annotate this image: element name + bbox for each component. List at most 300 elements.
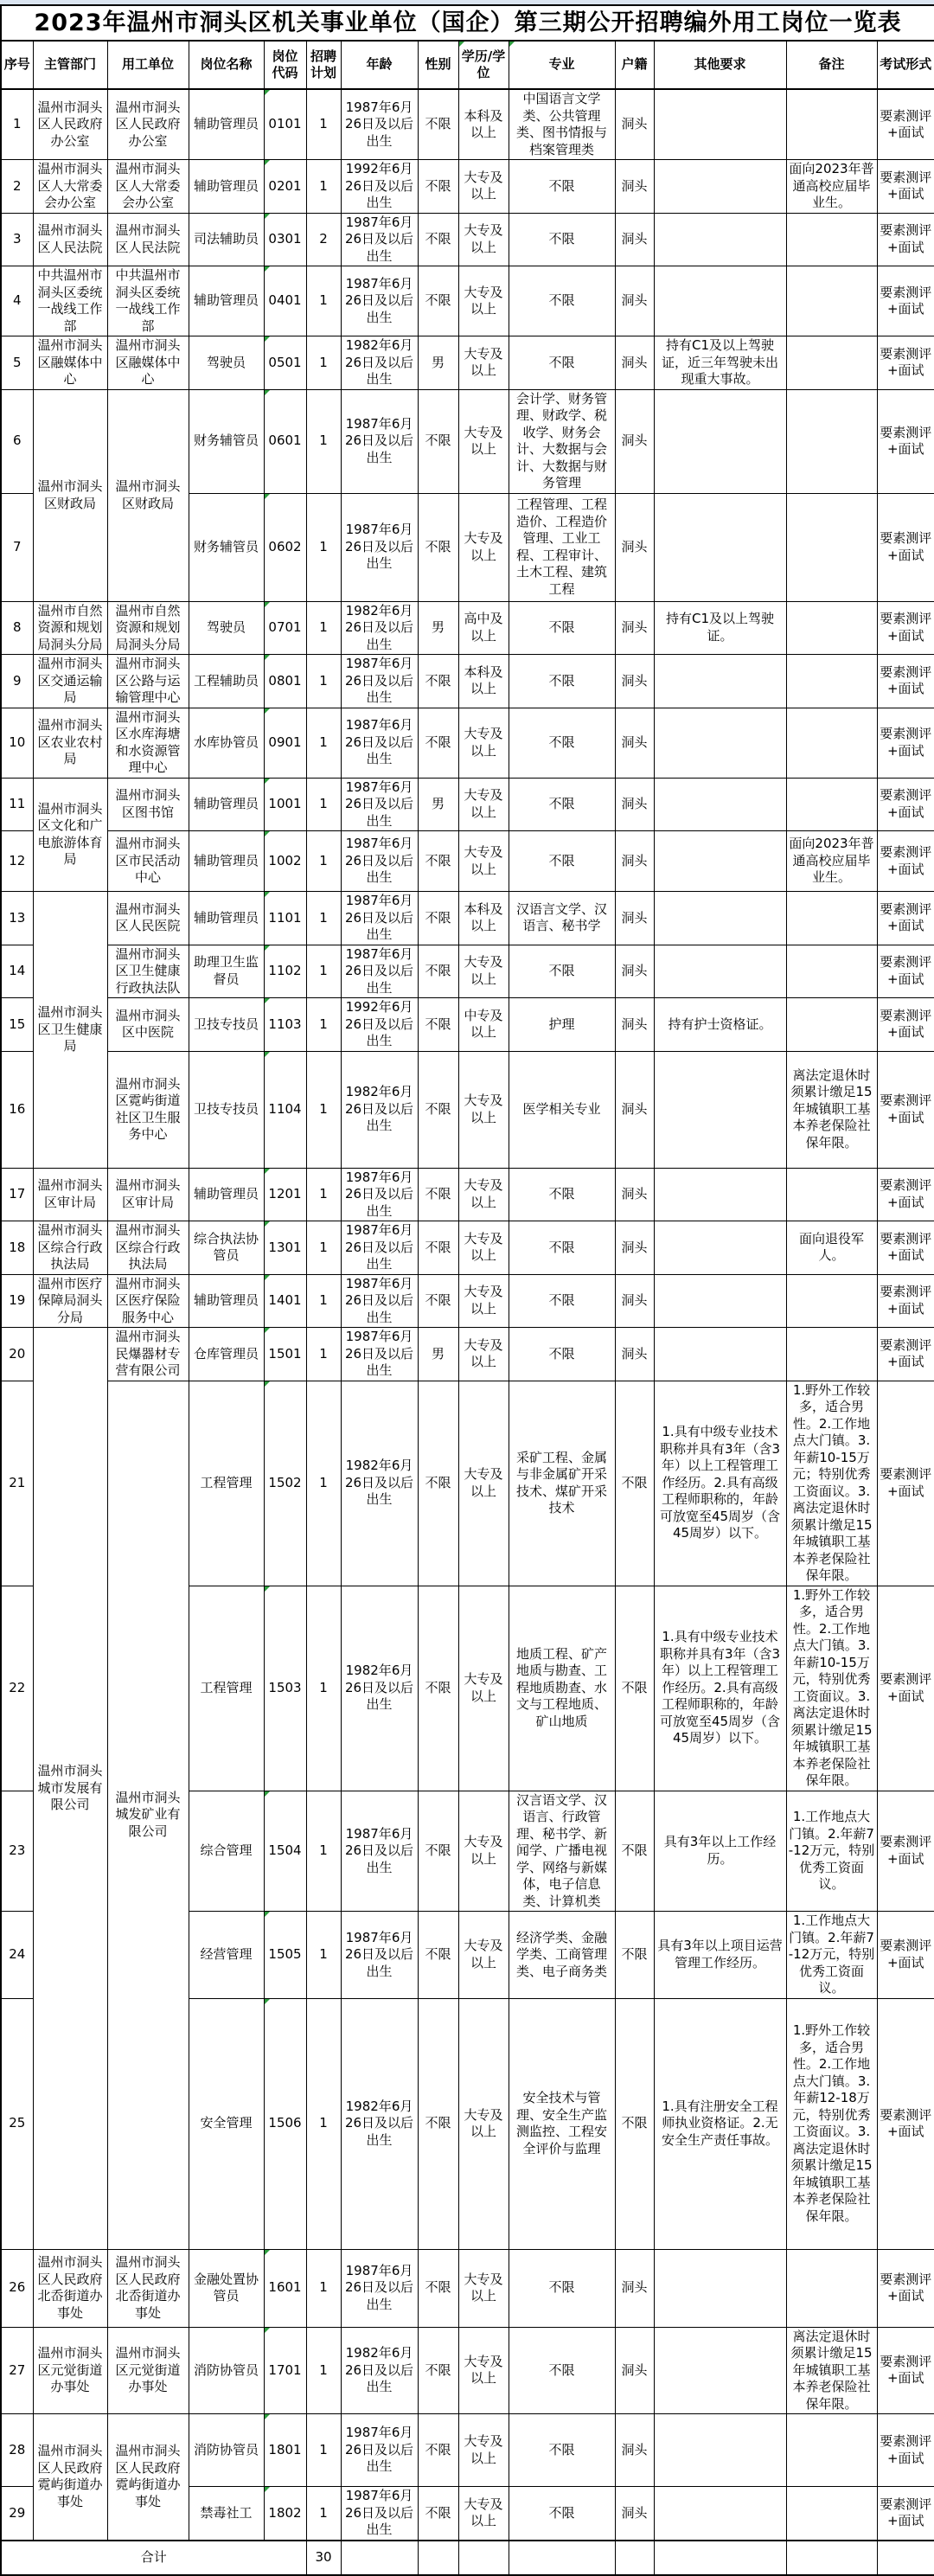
cell-major: 不限 [509, 655, 615, 708]
table-row [1, 945, 934, 998]
cell-other-requirements [654, 945, 786, 998]
cell-seq: 13 [1, 892, 33, 945]
cell-employer: 温州市洞头区元觉街道办事处 [107, 2327, 189, 2414]
cell-department: 温州市洞头区审计局 [33, 1168, 107, 1221]
cell-other-requirements [654, 1221, 786, 1275]
cell-gender: 男 [418, 1328, 458, 1381]
cell-education: 大专及以上 [458, 1051, 509, 1168]
cell-seq: 6 [1, 389, 33, 493]
cell-gender: 不限 [418, 1168, 458, 1221]
cell-hukou: 洞头 [615, 1274, 654, 1328]
cell-position-name: 驾驶员 [189, 336, 264, 390]
cell-other-requirements [654, 2414, 786, 2487]
cell-gender: 不限 [418, 1998, 458, 2249]
cell-remark [786, 2487, 877, 2541]
cell-hukou: 洞头 [615, 160, 654, 214]
table-row [1, 1168, 934, 1221]
cell-position-code: 0201 [264, 160, 306, 214]
cell-other-requirements [654, 778, 786, 831]
cell-exam-format: 要素测评+面试 [877, 1912, 934, 1999]
cell-gender: 不限 [418, 389, 458, 493]
cell-exam-format: 要素测评+面试 [877, 1274, 934, 1328]
cell-department: 温州市洞头区人民法院 [33, 213, 107, 266]
cell-age-requirement: 1982年6月26日及以后出生 [341, 2327, 418, 2414]
column-header: 用工单位 [107, 41, 189, 89]
cell-hukou: 不限 [615, 1586, 654, 1791]
cell-department: 温州市医疗保障局洞头分局 [33, 1274, 107, 1328]
cell-employer: 温州市洞头区人民医院 [107, 892, 189, 945]
cell-recruit-count: 1 [306, 1051, 341, 1168]
cell-major: 中国语言文学类、公共管理类、图书情报与档案管理类 [509, 89, 615, 160]
cell-exam-format: 要素测评+面试 [877, 160, 934, 214]
cell-exam-format: 要素测评+面试 [877, 1221, 934, 1275]
cell-position-name: 仓库管理员 [189, 1328, 264, 1381]
cell-exam-format: 要素测评+面试 [877, 998, 934, 1052]
cell-remark: 离法定退休时须累计缴足15年城镇职工基本养老保险社保年限。 [786, 1051, 877, 1168]
cell-major: 经济学类、金融学类、工商管理类、电子商务类 [509, 1912, 615, 1999]
cell-education: 大专及以上 [458, 1274, 509, 1328]
cell-seq: 5 [1, 336, 33, 390]
table-row [1, 213, 934, 266]
cell-major: 不限 [509, 945, 615, 998]
cell-gender: 不限 [418, 655, 458, 708]
cell-major: 不限 [509, 1274, 615, 1328]
cell-exam-format: 要素测评+面试 [877, 89, 934, 160]
cell-employer: 温州市洞头区人民法院 [107, 213, 189, 266]
cell-employer: 温州市洞头区人民政府办公室 [107, 89, 189, 160]
cell-age-requirement: 1987年6月26日及以后出生 [341, 778, 418, 831]
table-body [1, 89, 934, 2541]
cell-major: 不限 [509, 2414, 615, 2487]
cell-education: 大专及以上 [458, 2414, 509, 2487]
column-header: 岗位名称 [189, 41, 264, 89]
cell-remark: 1.工作地点大门镇。2.年薪7-12万元，特别优秀工资面议。 [786, 1791, 877, 1912]
cell-education: 大专及以上 [458, 778, 509, 831]
column-header: 年龄 [341, 41, 418, 89]
cell-seq: 28 [1, 2414, 33, 2487]
cell-seq: 15 [1, 998, 33, 1052]
cell-exam-format: 要素测评+面试 [877, 336, 934, 390]
cell-education: 大专及以上 [458, 831, 509, 892]
cell-gender: 不限 [418, 831, 458, 892]
empty-cell [418, 2541, 458, 2575]
cell-age-requirement: 1987年6月26日及以后出生 [341, 266, 418, 336]
cell-hukou: 洞头 [615, 998, 654, 1052]
cell-hukou: 洞头 [615, 1168, 654, 1221]
cell-hukou: 洞头 [615, 1051, 654, 1168]
cell-remark [786, 655, 877, 708]
empty-cell [654, 2541, 786, 2575]
cell-employer: 温州市洞头区人民政府霓屿街道办事处 [107, 2414, 189, 2541]
cell-age-requirement: 1987年6月26日及以后出生 [341, 1168, 418, 1221]
cell-recruit-count: 1 [306, 266, 341, 336]
cell-position-code: 1101 [264, 892, 306, 945]
cell-education: 大专及以上 [458, 2487, 509, 2541]
cell-position-code: 1701 [264, 2327, 306, 2414]
table-row [1, 266, 934, 336]
cell-other-requirements [654, 655, 786, 708]
cell-age-requirement: 1982年6月26日及以后出生 [341, 601, 418, 655]
cell-recruit-count: 1 [306, 1274, 341, 1328]
cell-education: 大专及以上 [458, 160, 509, 214]
cell-position-name: 水库协管员 [189, 708, 264, 778]
cell-exam-format: 要素测评+面试 [877, 2487, 934, 2541]
cell-age-requirement: 1987年6月26日及以后出生 [341, 708, 418, 778]
table-row [1, 655, 934, 708]
cell-gender: 不限 [418, 945, 458, 998]
cell-age-requirement: 1987年6月26日及以后出生 [341, 831, 418, 892]
cell-gender: 不限 [418, 708, 458, 778]
cell-position-name: 经营管理 [189, 1912, 264, 1999]
cell-hukou: 洞头 [615, 831, 654, 892]
cell-education: 大专及以上 [458, 336, 509, 390]
cell-exam-format: 要素测评+面试 [877, 1381, 934, 1586]
cell-other-requirements [654, 266, 786, 336]
cell-hukou: 洞头 [615, 655, 654, 708]
cell-recruit-count: 1 [306, 892, 341, 945]
cell-remark: 离法定退休时须累计缴足15年城镇职工基本养老保险社保年限。 [786, 2327, 877, 2414]
cell-exam-format: 要素测评+面试 [877, 655, 934, 708]
cell-position-code: 1102 [264, 945, 306, 998]
cell-age-requirement: 1982年6月26日及以后出生 [341, 1381, 418, 1586]
cell-employer: 温州市洞头区市民活动中心 [107, 831, 189, 892]
cell-position-name: 财务辅管员 [189, 389, 264, 493]
cell-recruit-count: 1 [306, 1168, 341, 1221]
cell-position-code: 1501 [264, 1328, 306, 1381]
column-header: 专业 [509, 41, 615, 89]
cell-employer: 温州市洞头区公路与运输管理中心 [107, 655, 189, 708]
cell-position-name: 辅助管理员 [189, 892, 264, 945]
total-count: 30 [306, 2541, 341, 2575]
cell-education: 高中及以上 [458, 601, 509, 655]
cell-age-requirement: 1987年6月26日及以后出生 [341, 945, 418, 998]
cell-department: 温州市洞头城市发展有限公司 [33, 1328, 107, 2250]
cell-remark: 1.野外工作较多，适合男性。2.工作地点大门镇。3.年薪12-18万元，特别优秀工资面议。3.离法定退休时须累计缴足15年城镇职工基本养老保险社保年限。 [786, 1998, 877, 2249]
cell-recruit-count: 1 [306, 493, 341, 601]
cell-age-requirement: 1987年6月26日及以后出生 [341, 493, 418, 601]
cell-major: 医学相关专业 [509, 1051, 615, 1168]
cell-exam-format: 要素测评+面试 [877, 1168, 934, 1221]
cell-employer: 温州市洞头城发矿业有限公司 [107, 1381, 189, 2249]
cell-employer: 温州市洞头区医疗保险服务中心 [107, 1274, 189, 1328]
cell-education: 大专及以上 [458, 1791, 509, 1912]
cell-remark: 面向退役军人。 [786, 1221, 877, 1275]
cell-position-code: 1506 [264, 1998, 306, 2249]
cell-department: 温州市洞头区人民政府北岙街道办事处 [33, 2249, 107, 2327]
job-list-table [0, 4, 934, 2576]
cell-age-requirement: 1982年6月26日及以后出生 [341, 1051, 418, 1168]
table-row [1, 778, 934, 831]
cell-remark: 1.野外工作较多，适合男性。2.工作地点大门镇。3.年薪10-15万元，特别优秀工资面议。3.离法定退休时须累计缴足15年城镇职工基本养老保险社保年限。 [786, 1586, 877, 1791]
cell-exam-format: 要素测评+面试 [877, 213, 934, 266]
cell-seq: 25 [1, 1998, 33, 2249]
cell-position-name: 禁毒社工 [189, 2487, 264, 2541]
cell-other-requirements: 1.具有中级专业技术职称并具有3年（含3年）以上工程管理工作经历。2.具有高级工程师职称的，年龄可放宽至45周岁（含45周岁）以下。 [654, 1586, 786, 1791]
cell-gender: 男 [418, 601, 458, 655]
cell-recruit-count: 1 [306, 160, 341, 214]
cell-major: 汉言语文学、汉语言、行政管理、秘书学、新闻学、广播电视学、网络与新媒体，电子信息类、计算机类 [509, 1791, 615, 1912]
cell-exam-format: 要素测评+面试 [877, 2414, 934, 2487]
cell-seq: 19 [1, 1274, 33, 1328]
cell-hukou: 洞头 [615, 2487, 654, 2541]
table-row [1, 601, 934, 655]
cell-employer: 温州市洞头民爆器材专营有限公司 [107, 1328, 189, 1381]
table-foot [1, 2541, 934, 2575]
cell-gender: 不限 [418, 1274, 458, 1328]
table-row [1, 1274, 934, 1328]
cell-remark [786, 2414, 877, 2487]
cell-employer: 温州市洞头区财政局 [107, 389, 189, 601]
table-row [1, 1221, 934, 1275]
cell-seq: 14 [1, 945, 33, 998]
cell-remark [786, 336, 877, 390]
cell-recruit-count: 1 [306, 2487, 341, 2541]
cell-major: 不限 [509, 213, 615, 266]
cell-employer: 温州市洞头区人大常委会办公室 [107, 160, 189, 214]
column-header: 招聘计划 [306, 41, 341, 89]
column-header: 户籍 [615, 41, 654, 89]
cell-gender: 不限 [418, 892, 458, 945]
cell-exam-format: 要素测评+面试 [877, 1328, 934, 1381]
cell-position-name: 工程辅助员 [189, 655, 264, 708]
cell-department: 温州市洞头区农业农村局 [33, 708, 107, 778]
cell-recruit-count: 1 [306, 2414, 341, 2487]
cell-employer: 温州市洞头区卫生健康行政执法队 [107, 945, 189, 998]
cell-gender: 不限 [418, 1912, 458, 1999]
cell-recruit-count: 1 [306, 336, 341, 390]
cell-recruit-count: 1 [306, 1221, 341, 1275]
cell-exam-format: 要素测评+面试 [877, 892, 934, 945]
cell-age-requirement: 1987年6月26日及以后出生 [341, 2487, 418, 2541]
table-row [1, 389, 934, 493]
cell-remark: 面向2023年普通高校应届毕业生。 [786, 831, 877, 892]
cell-remark [786, 89, 877, 160]
cell-position-name: 辅助管理员 [189, 266, 264, 336]
cell-seq: 3 [1, 213, 33, 266]
cell-major: 不限 [509, 1328, 615, 1381]
cell-position-code: 1802 [264, 2487, 306, 2541]
cell-department: 温州市洞头区元觉街道办事处 [33, 2327, 107, 2414]
cell-department: 温州市洞头区财政局 [33, 389, 107, 601]
cell-other-requirements [654, 89, 786, 160]
cell-position-code: 0701 [264, 601, 306, 655]
cell-education: 大专及以上 [458, 1168, 509, 1221]
cell-age-requirement: 1987年6月26日及以后出生 [341, 389, 418, 493]
cell-remark [786, 892, 877, 945]
cell-seq: 1 [1, 89, 33, 160]
column-header: 序号 [1, 41, 33, 89]
cell-gender: 不限 [418, 2249, 458, 2327]
cell-education: 本科及以上 [458, 892, 509, 945]
cell-other-requirements [654, 213, 786, 266]
cell-other-requirements: 1.具有中级专业技术职称并具有3年（含3年）以上工程管理工作经历。2.具有高级工程师职称的，年龄可放宽至45周岁（含45周岁）以下。 [654, 1381, 786, 1586]
table-row [1, 998, 934, 1052]
cell-position-code: 1401 [264, 1274, 306, 1328]
cell-major: 不限 [509, 831, 615, 892]
cell-exam-format: 要素测评+面试 [877, 945, 934, 998]
cell-hukou: 洞头 [615, 493, 654, 601]
cell-major: 会计学、财务管理、财政学、税收学、财务会计、大数据与会计、大数据与财务管理 [509, 389, 615, 493]
cell-hukou: 洞头 [615, 89, 654, 160]
cell-position-name: 安全管理 [189, 1998, 264, 2249]
cell-gender: 不限 [418, 1791, 458, 1912]
cell-recruit-count: 1 [306, 89, 341, 160]
cell-position-code: 0401 [264, 266, 306, 336]
cell-age-requirement: 1982年6月26日及以后出生 [341, 1586, 418, 1791]
cell-remark [786, 1168, 877, 1221]
cell-position-name: 辅助管理员 [189, 1168, 264, 1221]
cell-seq: 9 [1, 655, 33, 708]
cell-age-requirement: 1987年6月26日及以后出生 [341, 655, 418, 708]
cell-remark [786, 389, 877, 493]
cell-position-name: 司法辅助员 [189, 213, 264, 266]
cell-recruit-count: 1 [306, 1791, 341, 1912]
cell-employer: 温州市洞头区霓屿街道社区卫生服务中心 [107, 1051, 189, 1168]
cell-hukou: 不限 [615, 1791, 654, 1912]
cell-recruit-count: 1 [306, 2249, 341, 2327]
cell-age-requirement: 1992年6月26日及以后出生 [341, 160, 418, 214]
cell-hukou: 洞头 [615, 336, 654, 390]
cell-recruit-count: 1 [306, 1912, 341, 1999]
cell-education: 大专及以上 [458, 1381, 509, 1586]
cell-recruit-count: 1 [306, 708, 341, 778]
column-header: 备注 [786, 41, 877, 89]
table-row [1, 1051, 934, 1168]
cell-recruit-count: 1 [306, 1328, 341, 1381]
cell-seq: 22 [1, 1586, 33, 1791]
cell-other-requirements: 持有C1及以上驾驶证，近三年驾驶未出现重大事故。 [654, 336, 786, 390]
cell-seq: 24 [1, 1912, 33, 1999]
cell-major: 不限 [509, 1221, 615, 1275]
cell-age-requirement: 1982年6月26日及以后出生 [341, 336, 418, 390]
cell-exam-format: 要素测评+面试 [877, 1586, 934, 1791]
cell-other-requirements [654, 160, 786, 214]
cell-major: 不限 [509, 2327, 615, 2414]
cell-position-name: 辅助管理员 [189, 831, 264, 892]
cell-hukou: 洞头 [615, 1328, 654, 1381]
cell-education: 大专及以上 [458, 1998, 509, 2249]
table-row [1, 892, 934, 945]
cell-employer: 温州市洞头区人民政府北岙街道办事处 [107, 2249, 189, 2327]
cell-department: 温州市洞头区融媒体中心 [33, 336, 107, 390]
cell-gender: 不限 [418, 1586, 458, 1791]
cell-other-requirements [654, 389, 786, 493]
cell-seq: 20 [1, 1328, 33, 1381]
cell-exam-format: 要素测评+面试 [877, 831, 934, 892]
cell-major: 不限 [509, 2487, 615, 2541]
cell-major: 不限 [509, 2249, 615, 2327]
cell-education: 大专及以上 [458, 1221, 509, 1275]
cell-major: 不限 [509, 336, 615, 390]
cell-position-name: 消防协管员 [189, 2327, 264, 2414]
cell-remark [786, 1328, 877, 1381]
cell-remark [786, 266, 877, 336]
empty-cell [341, 2541, 418, 2575]
cell-exam-format: 要素测评+面试 [877, 601, 934, 655]
cell-education: 大专及以上 [458, 1912, 509, 1999]
cell-position-name: 卫技专技员 [189, 998, 264, 1052]
cell-remark: 1.工作地点大门镇。2.年薪7-12万元，特别优秀工资面议。 [786, 1912, 877, 1999]
cell-other-requirements: 持有护士资格证。 [654, 998, 786, 1052]
cell-age-requirement: 1987年6月26日及以后出生 [341, 1791, 418, 1912]
cell-education: 大专及以上 [458, 1328, 509, 1381]
cell-gender: 不限 [418, 2414, 458, 2487]
cell-position-code: 0801 [264, 655, 306, 708]
cell-age-requirement: 1987年6月26日及以后出生 [341, 2249, 418, 2327]
cell-remark [786, 1274, 877, 1328]
cell-position-name: 卫技专技员 [189, 1051, 264, 1168]
table-row [1, 2327, 934, 2414]
cell-employer: 温州市洞头区融媒体中心 [107, 336, 189, 390]
cell-position-code: 1505 [264, 1912, 306, 1999]
cell-seq: 23 [1, 1791, 33, 1912]
table-row [1, 336, 934, 390]
page-title: 2023年温州市洞头区机关事业单位（国企）第三期公开招聘编外用工岗位一览表 [1, 5, 934, 41]
cell-gender: 不限 [418, 160, 458, 214]
cell-department: 温州市洞头区交通运输局 [33, 655, 107, 708]
cell-major: 工程管理、工程造价、工程造价管理、工业工程、工程审计、土木工程、建筑工程 [509, 493, 615, 601]
cell-position-code: 0301 [264, 213, 306, 266]
cell-position-name: 综合管理 [189, 1791, 264, 1912]
cell-position-name: 财务辅管员 [189, 493, 264, 601]
cell-seq: 16 [1, 1051, 33, 1168]
cell-gender: 不限 [418, 266, 458, 336]
column-header: 岗位代码 [264, 41, 306, 89]
cell-other-requirements [654, 2487, 786, 2541]
cell-seq: 18 [1, 1221, 33, 1275]
cell-hukou: 洞头 [615, 2327, 654, 2414]
cell-remark: 面向2023年普通高校应届毕业生。 [786, 160, 877, 214]
cell-education: 大专及以上 [458, 2327, 509, 2414]
cell-exam-format: 要素测评+面试 [877, 1998, 934, 2249]
total-row [1, 2541, 934, 2575]
cell-hukou: 洞头 [615, 708, 654, 778]
cell-seq: 17 [1, 1168, 33, 1221]
cell-major: 地质工程、矿产地质与勘查、工程地质勘查、水文与工程地质、矿山地质 [509, 1586, 615, 1791]
cell-employer: 中共温州市洞头区委统一战线工作部 [107, 266, 189, 336]
cell-age-requirement: 1992年6月26日及以后出生 [341, 998, 418, 1052]
cell-education: 大专及以上 [458, 213, 509, 266]
cell-seq: 29 [1, 2487, 33, 2541]
table-row [1, 89, 934, 160]
cell-gender: 男 [418, 778, 458, 831]
cell-seq: 11 [1, 778, 33, 831]
cell-position-code: 1301 [264, 1221, 306, 1275]
empty-cell [786, 2541, 877, 2575]
cell-hukou: 洞头 [615, 213, 654, 266]
table-row [1, 1328, 934, 1381]
cell-position-name: 辅助管理员 [189, 89, 264, 160]
cell-position-code: 1601 [264, 2249, 306, 2327]
cell-hukou: 洞头 [615, 892, 654, 945]
cell-major: 汉语言文学、汉语言、秘书学 [509, 892, 615, 945]
cell-position-name: 助理卫生监督员 [189, 945, 264, 998]
cell-position-code: 1001 [264, 778, 306, 831]
cell-position-code: 1504 [264, 1791, 306, 1912]
cell-hukou: 不限 [615, 1998, 654, 2249]
table-row [1, 160, 934, 214]
cell-recruit-count: 1 [306, 1586, 341, 1791]
cell-exam-format: 要素测评+面试 [877, 389, 934, 493]
cell-major: 不限 [509, 160, 615, 214]
cell-hukou: 洞头 [615, 389, 654, 493]
table-row [1, 831, 934, 892]
cell-position-code: 1201 [264, 1168, 306, 1221]
title-row [1, 5, 934, 41]
column-header: 学历/学位 [458, 41, 509, 89]
column-header: 主管部门 [33, 41, 107, 89]
cell-recruit-count: 1 [306, 1998, 341, 2249]
